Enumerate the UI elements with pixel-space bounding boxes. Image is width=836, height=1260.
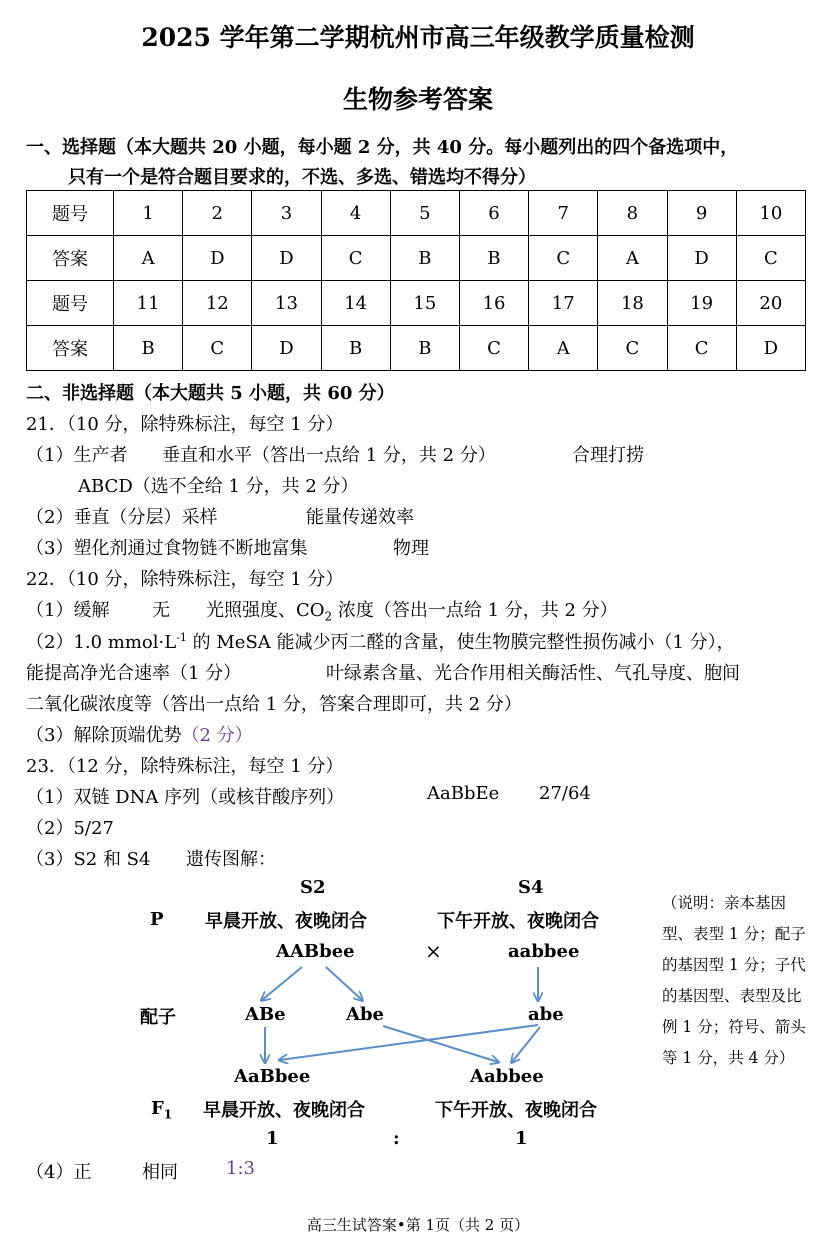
q22-p1-b: 无	[152, 600, 170, 621]
q22-heading: 22．（10 分，除特殊标注，每空 1 分）	[26, 569, 344, 590]
diagram-gamete-3: abe	[528, 1004, 564, 1025]
arrow-parent-to-gamete-2	[326, 967, 362, 1000]
diagram-gamete-1: ABe	[245, 1004, 286, 1025]
q23-p1-b: AaBbEe	[427, 783, 500, 804]
arrow-group	[262, 967, 540, 1062]
section1-heading-line1: 一、选择题（本大题共 20 小题，每小题 2 分，共 40 分。每小题列出的四个备选项中，	[26, 137, 739, 158]
unit-superscript: -1	[176, 631, 187, 644]
diagram-p-left-genotype: AABbee	[276, 941, 355, 962]
table-cell: 16	[459, 281, 528, 326]
table-cell: 3	[252, 191, 321, 236]
table-cell: 2	[183, 191, 252, 236]
q21-p3-a: （3）塑化剂通过食物链不断地富集	[26, 538, 308, 559]
q22-p2-post: 的 MeSA 能减少丙二醛的含量，使生物膜完整性损伤减小（1 分），	[186, 632, 735, 653]
q22-p2-line3: 二氧化碳浓度等（答出一点给 1 分，答案合理即可，共 2 分）	[26, 694, 522, 715]
table-cell: 13	[252, 281, 321, 326]
q21-p3-b: 物理	[393, 538, 429, 559]
table-cell: 14	[321, 281, 390, 326]
table-cell: B	[459, 236, 528, 281]
table-cell: B	[114, 326, 183, 371]
row-label-question: 题号	[27, 191, 114, 236]
arrow-gamete-3-to-f1-right	[512, 1027, 540, 1062]
diagram-s4-label: S4	[518, 877, 544, 898]
table-cell: C	[321, 236, 390, 281]
section1-heading-line2: 只有一个是符合题目要求的，不选、多选、错选均不得分）	[68, 167, 536, 188]
q23-p3-a: （3）S2 和 S4	[26, 849, 151, 870]
table-cell: C	[598, 326, 667, 371]
diagram-ratio-left: 1	[266, 1128, 279, 1149]
row-label-answer: 答案	[27, 326, 114, 371]
section2-heading: 二、非选择题（本大题共 5 小题，共 60 分）	[26, 383, 395, 404]
table-cell: D	[736, 326, 805, 371]
row-label-question: 题号	[27, 281, 114, 326]
q21-heading: 21．（10 分，除特殊标注，每空 1 分）	[26, 414, 344, 435]
f1-label-letter: F	[151, 1098, 164, 1119]
table-cell: B	[390, 236, 459, 281]
q23-p1-c: 27/64	[539, 783, 591, 804]
arrow-gamete-3-to-f1-left	[280, 1025, 538, 1060]
page-title: 2025 学年第二学期杭州市高三年级教学质量检测	[141, 23, 695, 52]
table-cell: 11	[114, 281, 183, 326]
table-cell: A	[529, 326, 598, 371]
q22-p3-b: （2 分）	[181, 725, 253, 746]
q22-p2-pre: （2）1.0 mmol·L	[26, 632, 177, 653]
diagram-p-left-phenotype: 早晨开放、夜晚闭合	[205, 911, 367, 932]
q21-p2-b: 能量传递效率	[306, 507, 414, 528]
diagram-scoring-note: （说明：亲本基因型、表型 1 分；配子的基因型 1 分；子代的基因型、表型及比例 1 分；符号、箭头等 1 分，共 4 分）	[662, 894, 806, 1067]
q23-p1-a: （1）双链 DNA 序列（或核苷酸序列）	[26, 787, 345, 808]
table-cell: 8	[598, 191, 667, 236]
diagram-f1-right-phenotype: 下午开放、夜晚闭合	[435, 1100, 597, 1121]
table-cell: D	[667, 236, 736, 281]
q21-p1-b: 垂直和水平（答出一点给 1 分，共 2 分）	[162, 445, 496, 466]
q22-p1-c-pre: 光照强度、CO	[206, 600, 325, 621]
table-cell: B	[390, 326, 459, 371]
table-cell: B	[321, 326, 390, 371]
q22-p3-a: （3）解除顶端优势	[26, 725, 182, 746]
diagram-p-right-phenotype: 下午开放、夜晚闭合	[437, 911, 599, 932]
q22-p1-a: （1）缓解	[26, 600, 110, 621]
diagram-f1-left-phenotype: 早晨开放、夜晚闭合	[203, 1100, 365, 1121]
diagram-gamete-2: Abe	[346, 1004, 385, 1025]
table-cell: 15	[390, 281, 459, 326]
page-footer: 高三生试答案•第 1页（共 2 页）	[306, 1216, 530, 1234]
diagram-cross-symbol: ×	[425, 939, 442, 963]
q23-p4-c: 1:3	[226, 1158, 255, 1179]
table-cell: 5	[390, 191, 459, 236]
table-cell: D	[252, 236, 321, 281]
table-cell: 4	[321, 191, 390, 236]
table-cell: 17	[529, 281, 598, 326]
table-cell: 10	[736, 191, 805, 236]
q22-p2-line2-a: 能提高净光合速率（1 分）	[26, 663, 242, 684]
diagram-p-label: P	[150, 909, 164, 930]
table-cell: 6	[459, 191, 528, 236]
q23-p2: （2）5/27	[26, 818, 114, 839]
table-cell: 19	[667, 281, 736, 326]
diagram-gamete-label: 配子	[140, 1007, 176, 1028]
table-cell: A	[598, 236, 667, 281]
q23-p4-b: 相同	[142, 1162, 178, 1183]
table-cell: 1	[114, 191, 183, 236]
diagram-p-right-genotype: aabbee	[508, 941, 580, 962]
page-subtitle: 生物参考答案	[342, 85, 493, 114]
table-cell: A	[114, 236, 183, 281]
f1-label-subscript: 1	[163, 1107, 173, 1122]
row-label-answer: 答案	[27, 236, 114, 281]
table-cell: 20	[736, 281, 805, 326]
q21-p1-d: ABCD（选不全给 1 分，共 2 分）	[78, 476, 359, 497]
table-cell: D	[183, 236, 252, 281]
table-cell: C	[459, 326, 528, 371]
table-cell: C	[529, 236, 598, 281]
q21-p1-a: （1）生产者	[26, 445, 128, 466]
table-cell: 18	[598, 281, 667, 326]
table-cell: D	[252, 326, 321, 371]
q21-p1-c: 合理打捞	[572, 445, 644, 466]
diagram-s2-label: S2	[300, 877, 326, 898]
q23-heading: 23．（12 分，除特殊标注，每空 1 分）	[26, 756, 344, 777]
q21-p2-a: （2）垂直（分层）采样	[26, 507, 218, 528]
table-cell: C	[667, 326, 736, 371]
diagram-ratio-colon: :	[393, 1128, 400, 1149]
q23-p4-a: （4）正	[26, 1162, 92, 1183]
table-cell: 9	[667, 191, 736, 236]
table-cell: C	[183, 326, 252, 371]
diagram-ratio-right: 1	[515, 1128, 528, 1149]
co2-subscript: 2	[324, 609, 333, 624]
q22-p2-line2-b: 叶绿素含量、光合作用相关酶活性、气孔导度、胞间	[326, 663, 740, 684]
table-cell: 7	[529, 191, 598, 236]
arrow-parent-to-gamete-1	[262, 967, 302, 1000]
q23-p3-b: 遗传图解：	[186, 849, 276, 870]
diagram-f1-right-genotype: Aabbee	[470, 1066, 544, 1087]
table-cell: 12	[183, 281, 252, 326]
table-cell: C	[736, 236, 805, 281]
diagram-f1-left-genotype: AaBbee	[234, 1066, 311, 1087]
q22-p1-c-post: 浓度（答出一点给 1 分，共 2 分）	[332, 600, 618, 621]
